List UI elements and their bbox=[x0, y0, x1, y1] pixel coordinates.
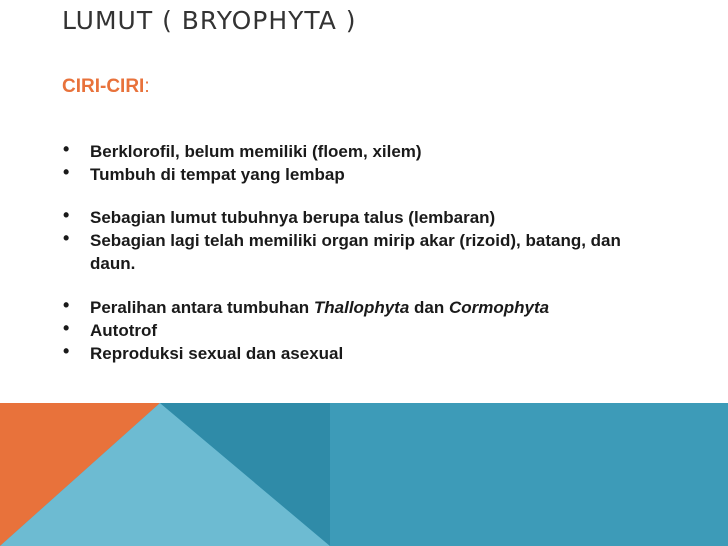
list-item: • Reproduksi sexual dan asexual bbox=[62, 342, 662, 365]
list-item-transition bbox=[62, 296, 662, 319]
term-thallophyta: Thallophyta bbox=[313, 298, 410, 317]
section-subtitle bbox=[62, 76, 150, 98]
list-item: • Autotrof bbox=[62, 319, 662, 342]
subtitle-colon: : bbox=[144, 76, 150, 97]
list-item: • Berklorofil, belum memiliki (floem, xilem) bbox=[62, 140, 662, 163]
term-cormophyta: Cormophyta bbox=[448, 298, 550, 317]
characteristics-list bbox=[62, 140, 662, 365]
list-item: • Sebagian lumut tubuhnya berupa talus (lembaran) bbox=[62, 206, 662, 229]
transition-middle: dan bbox=[409, 298, 449, 317]
list-item: • Sebagian lagi telah memiliki organ mirip akar (rizoid), batang, dan daun. bbox=[62, 229, 662, 275]
subtitle-text: CIRI-CIRI bbox=[62, 76, 145, 97]
slide-title: LUMUT ( BRYOPHYTA ) bbox=[62, 6, 357, 35]
list-item: • Tumbuh di tempat yang lembap bbox=[62, 163, 662, 186]
transition-prefix: Peralihan antara tumbuhan bbox=[90, 298, 314, 317]
